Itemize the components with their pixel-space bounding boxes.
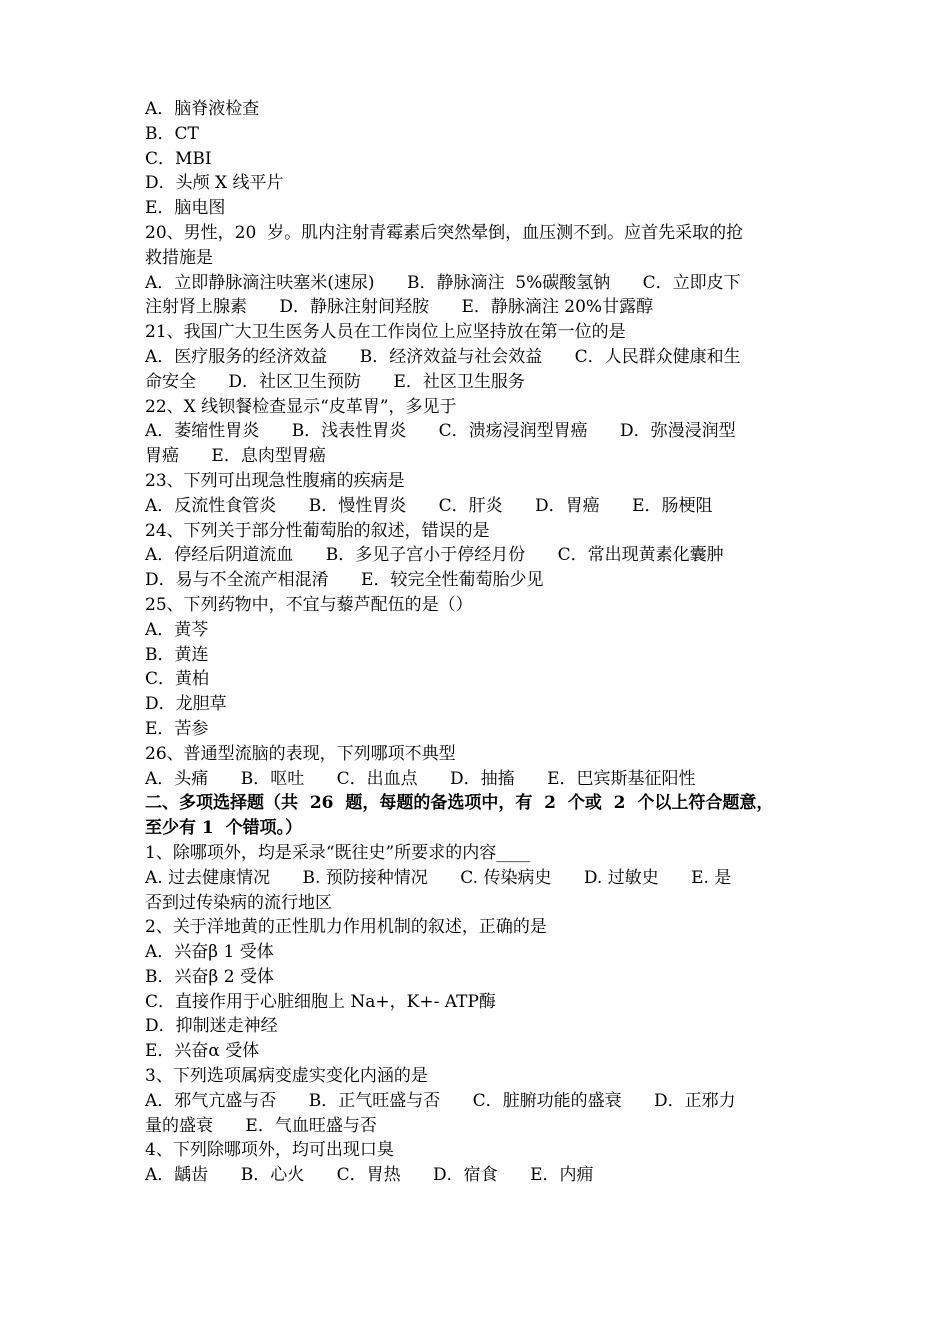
text-line: D．头颅 X 线平片 xyxy=(145,173,284,194)
text-line: 22、X 线钡餐检查显示“皮革胃”，多见于 xyxy=(145,396,457,417)
text-line: A．反流性食管炎 B．慢性胃炎 C．肝炎 D．胃癌 E．肠梗阻 xyxy=(145,495,713,516)
text-line: 1、除哪项外，均是采录“既往史”所要求的内容____ xyxy=(145,842,531,863)
text-line: A．头痛 B．呕吐 C．出血点 D．抽搐 E．巴宾斯基征阳性 xyxy=(145,768,696,789)
text-line: 注射肾上腺素 D．静脉注射间羟胺 E．静脉滴注 20%甘露醇 xyxy=(145,297,654,318)
text-line: D．抑制迷走神经 xyxy=(145,1016,278,1037)
text-line: A．脑脊液检查 xyxy=(145,99,260,119)
section-heading-line: 至少有 1 个错项。） xyxy=(145,818,303,839)
text-line: 胃癌 E．息肉型胃癌 xyxy=(145,446,326,467)
text-line: C．MBI xyxy=(145,148,212,169)
text-line: 25、下列药物中，不宜与藜芦配伍的是（） xyxy=(145,594,473,615)
text-line: D．龙胆草 xyxy=(145,694,227,715)
text-line: 2、关于洋地黄的正性肌力作用机制的叙述，正确的是 xyxy=(145,917,547,938)
text-line: E．脑电图 xyxy=(145,198,226,219)
text-line: 26、普通型流脑的表现，下列哪项不典型 xyxy=(145,743,456,764)
text-line: 否到过传染病的流行地区 xyxy=(145,892,332,913)
text-line: A．萎缩性胃炎 B．浅表性胃炎 C．溃疡浸润型胃癌 D．弥漫浸润型 xyxy=(145,421,736,442)
text-line: A．兴奋β 1 受体 xyxy=(145,942,274,963)
text-line: 21、我国广大卫生医务人员在工作岗位上应坚持放在第一位的是 xyxy=(145,322,626,343)
text-line: 24、下列关于部分性葡萄胎的叙述，错误的是 xyxy=(145,520,490,541)
text-line: B．黄连 xyxy=(145,644,209,665)
text-line: A. 过去健康情况 B. 预防接种情况 C. 传染病史 D. 过敏史 E. 是 xyxy=(145,867,732,888)
text-line: 3、下列选项属病变虚实变化内涵的是 xyxy=(145,1066,428,1087)
text-line: 20、男性，20 岁。肌内注射青霉素后突然晕倒，血压测不到。应首先采取的抢 xyxy=(145,222,744,243)
text-line: C．直接作用于心脏细胞上 Na+，K+- ATP酶 xyxy=(145,991,496,1012)
text-line: 命安全 D．社区卫生预防 E．社区卫生服务 xyxy=(145,371,525,392)
text-line: A．停经后阴道流血 B．多见子宫小于停经月份 C．常出现黄素化囊肿 xyxy=(145,545,724,566)
text-line: B．兴奋β 2 受体 xyxy=(145,966,274,987)
text-line: A．龋齿 B．心火 C．胃热 D．宿食 E．内痈 xyxy=(145,1165,594,1186)
text-line: 量的盛衰 E．气血旺盛与否 xyxy=(145,1115,377,1136)
text-line: A．黄芩 xyxy=(145,619,209,640)
text-line: C．黄柏 xyxy=(145,669,210,690)
text-line: 4、下列除哪项外，均可出现口臭 xyxy=(145,1140,394,1161)
section-heading-line: 二、多项选择题（共 26 题，每题的备选项中，有 2 个或 2 个以上符合题意， xyxy=(145,793,774,814)
text-line: 救措施是 xyxy=(145,247,213,268)
text-line: D．易与不全流产相混淆 E．较完全性葡萄胎少见 xyxy=(145,570,544,591)
text-line: A．邪气亢盛与否 B．正气旺盛与否 C．脏腑功能的盛衰 D．正邪力 xyxy=(145,1090,736,1111)
document-body xyxy=(145,97,810,1188)
text-line: E．兴奋α 受体 xyxy=(145,1041,260,1062)
text-line: E．苦参 xyxy=(145,718,209,739)
text-line: A．医疗服务的经济效益 B．经济效益与社会效益 C．人民群众健康和生 xyxy=(145,346,741,367)
text-line: B．CT xyxy=(145,123,199,144)
text-line: A．立即静脉滴注呋塞米(速尿) B．静脉滴注 5%碳酸氢钠 C．立即皮下 xyxy=(145,272,741,293)
text-line: 23、下列可出现急性腹痛的疾病是 xyxy=(145,470,405,491)
